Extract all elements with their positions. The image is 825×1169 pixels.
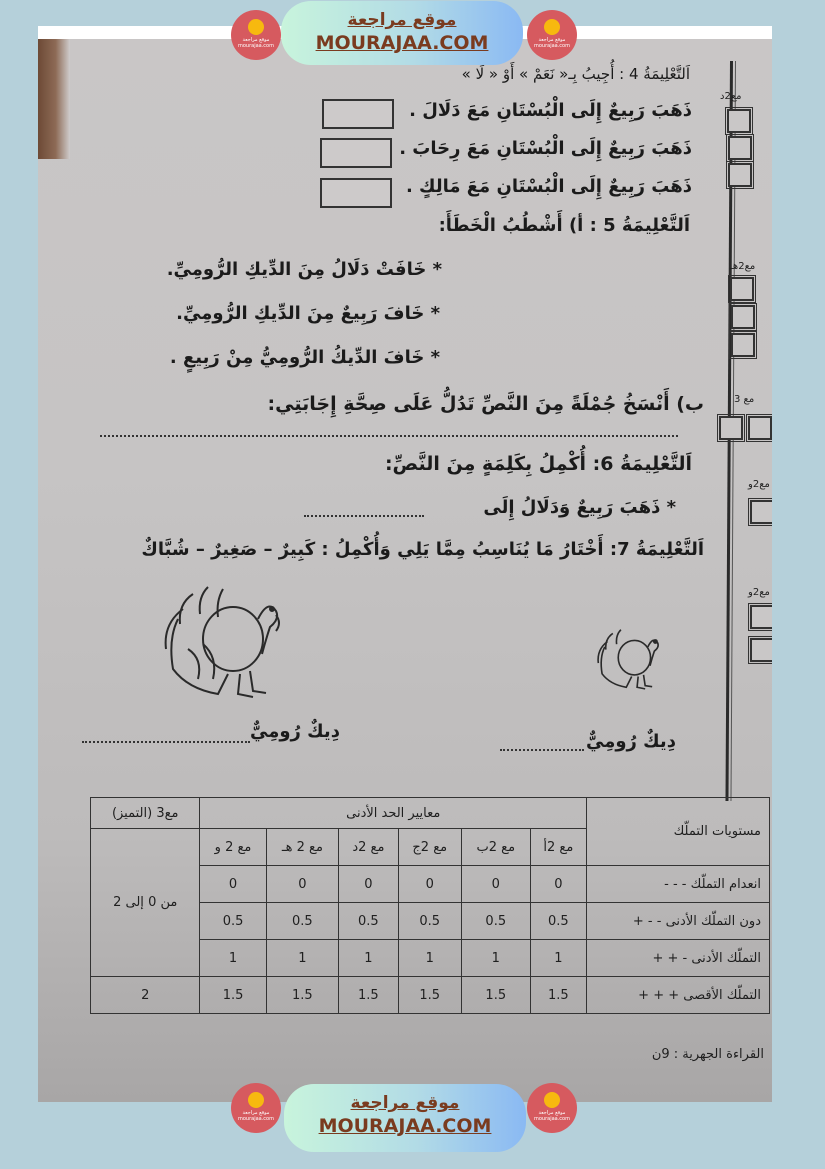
- score-cell: 0.5: [266, 903, 339, 940]
- score-cell: 1: [398, 940, 461, 977]
- score-cell: 1.5: [398, 977, 461, 1014]
- header-min-criteria: معايير الحد الأدنى: [200, 798, 587, 829]
- score-box[interactable]: [719, 416, 743, 440]
- criterion-label-2d: مع2د: [720, 91, 742, 102]
- score-cell: 0.5: [530, 903, 586, 940]
- oral-reading-score: القراءة الجهرية : 9ن: [651, 1047, 764, 1062]
- small-turkey-illustration: [594, 624, 664, 694]
- instruction-5-title: اَلتَّعْلِيمَةُ 5 : أ) أَشْطُبُ الْخَطَأَ:: [438, 215, 690, 236]
- level-label: انعدام التملّك - - -: [587, 866, 770, 903]
- site-logo-badge-right-top: موقع مراجعة mourajaa.com: [527, 10, 577, 60]
- score-box[interactable]: [750, 638, 772, 662]
- score-cell: 0: [398, 866, 461, 903]
- score-box[interactable]: [750, 605, 772, 629]
- criterion-2w: مع 2 و: [200, 829, 266, 866]
- criterion-label-3: مع 3: [734, 394, 755, 405]
- instruction-4-item-2: ذَهَبَ رَبِيعٌ إِلَى الْبُسْتَانِ مَعَ رِحَابَ .: [399, 138, 692, 159]
- large-turkey-illustration: [158, 579, 288, 704]
- score-cell: 0: [339, 866, 398, 903]
- criterion-label-2w: مع2و: [748, 479, 770, 490]
- caption-small-turkey: دِيكٌ رُومِيٌّ: [586, 731, 676, 752]
- excellence-max-cell: 2: [91, 977, 200, 1014]
- instruction-5-part-b: ب) أَنْسَخُ جُمْلَةً مِنَ النَّصِّ تَدُلُّ عَلَى صِحَّةِ إِجَابَتِي:: [267, 393, 704, 415]
- criterion-label-2w-b: مع2و: [748, 587, 770, 598]
- logo-icon: [544, 1092, 560, 1108]
- level-label: دون التملّك الأدنى - - +: [587, 903, 770, 940]
- score-cell: 0.5: [200, 903, 266, 940]
- site-name-arabic: موقع مراجعة: [347, 10, 457, 30]
- answer-line-5b[interactable]: [100, 435, 678, 437]
- site-logo-badge-left-bottom: موقع مراجعة mourajaa.com: [231, 1083, 281, 1133]
- site-name-arabic: موقع مراجعة: [350, 1093, 460, 1113]
- site-banner-bottom[interactable]: [284, 1084, 526, 1152]
- logo-icon: [248, 19, 264, 35]
- logo-icon: [544, 19, 560, 35]
- site-name-latin: MOURAJAA.COM: [318, 1115, 492, 1137]
- score-cell: 1.5: [266, 977, 339, 1014]
- score-cell: 1.5: [530, 977, 586, 1014]
- score-cell: 0: [266, 866, 339, 903]
- answer-box-3[interactable]: [320, 178, 392, 208]
- site-logo-badge-left-top: موقع مراجعة mourajaa.com: [231, 10, 281, 60]
- score-cell: 0: [530, 866, 586, 903]
- score-box[interactable]: [728, 136, 752, 160]
- score-cell: 1: [461, 940, 530, 977]
- score-cell: 0: [461, 866, 530, 903]
- instruction-5-item-3: * خَافَ الدِّيكُ الرُّومِيُّ مِنْ رَبِيعٍ .: [169, 347, 440, 368]
- answer-line-7b[interactable]: [500, 749, 584, 751]
- excellence-range: من 0 إلى 2: [91, 829, 200, 977]
- header-levels: مستويات التملّك: [587, 798, 770, 866]
- score-box[interactable]: [731, 305, 755, 329]
- score-box[interactable]: [730, 277, 754, 301]
- level-label: التملّك الأقصى + + +: [587, 977, 770, 1014]
- instruction-5-item-1: * خَافَتْ دَلَالُ مِنَ الدِّيكِ الرُّومِيِّ.: [166, 259, 442, 280]
- criterion-2a: مع 2أ: [530, 829, 586, 866]
- answer-box-1[interactable]: [322, 99, 394, 129]
- score-box[interactable]: [750, 500, 772, 524]
- table-row: [91, 977, 770, 1014]
- criterion-2d: مع 2د: [339, 829, 398, 866]
- criterion-label-2h: مع2هـ: [730, 261, 756, 272]
- score-cell: 1: [266, 940, 339, 977]
- instruction-5-item-2: * خَافَ رَبِيعٌ مِنَ الدِّيكِ الرُّومِيِّ.: [176, 303, 440, 324]
- instruction-7-title: اَلتَّعْلِيمَةُ 7: أَخْتَارُ مَا يُنَاسِبُ مِمَّا يَلِي وَأُكْمِلُ : كَبِيرٌ – صَغِيرٌ – شُبَّاكٌ: [141, 539, 704, 560]
- site-banner-top[interactable]: [281, 1, 523, 65]
- score-cell: 0.5: [339, 903, 398, 940]
- score-cell: 0: [200, 866, 266, 903]
- answer-box-2[interactable]: [320, 138, 392, 168]
- exam-sheet: [38, 39, 772, 1102]
- score-cell: 1: [339, 940, 398, 977]
- site-logo-badge-right-bottom: موقع مراجعة mourajaa.com: [527, 1083, 577, 1133]
- score-box[interactable]: [731, 333, 755, 357]
- criterion-2c: مع 2ج: [398, 829, 461, 866]
- rubric-table: [90, 797, 770, 1014]
- instruction-4-title: اَلتَّعْلِيمَةُ 4 : أُجِيبُ بِـ« نَعَمْ » أَوْ « لَا »: [461, 65, 690, 83]
- caption-large-turkey: دِيكٌ رُومِيٌّ: [250, 721, 340, 742]
- criterion-2h: مع 2 هـ: [266, 829, 339, 866]
- answer-line-7a[interactable]: [82, 741, 250, 743]
- score-box[interactable]: [728, 163, 752, 187]
- criterion-2b: مع 2ب: [461, 829, 530, 866]
- photo-edge: [38, 39, 70, 159]
- site-name-latin: MOURAJAA.COM: [315, 32, 489, 54]
- instruction-4-item-3: ذَهَبَ رَبِيعٌ إِلَى الْبُسْتَانِ مَعَ مَالِكٍ .: [405, 176, 692, 197]
- level-label: التملّك الأدنى - + +: [587, 940, 770, 977]
- score-box[interactable]: [748, 416, 772, 440]
- score-cell: 0.5: [398, 903, 461, 940]
- instruction-6-title: اَلتَّعْلِيمَةُ 6: أُكْمِلُ بِكَلِمَةٍ مِنَ النَّصِّ:: [384, 453, 692, 475]
- score-cell: 1: [530, 940, 586, 977]
- header-excellence: مع3 (التميز): [91, 798, 200, 829]
- score-cell: 1.5: [339, 977, 398, 1014]
- score-box[interactable]: [727, 109, 751, 133]
- instruction-4-item-1: ذَهَبَ رَبِيعٌ إِلَى الْبُسْتَانِ مَعَ دَلَالَ .: [409, 100, 692, 121]
- answer-line-6[interactable]: [304, 515, 424, 517]
- instruction-6-sentence: * ذَهَبَ رَبِيعٌ وَدَلَالُ إِلَى: [483, 497, 676, 518]
- score-cell: 1: [200, 940, 266, 977]
- logo-icon: [248, 1092, 264, 1108]
- score-cell: 1.5: [200, 977, 266, 1014]
- score-cell: 0.5: [461, 903, 530, 940]
- score-cell: 1.5: [461, 977, 530, 1014]
